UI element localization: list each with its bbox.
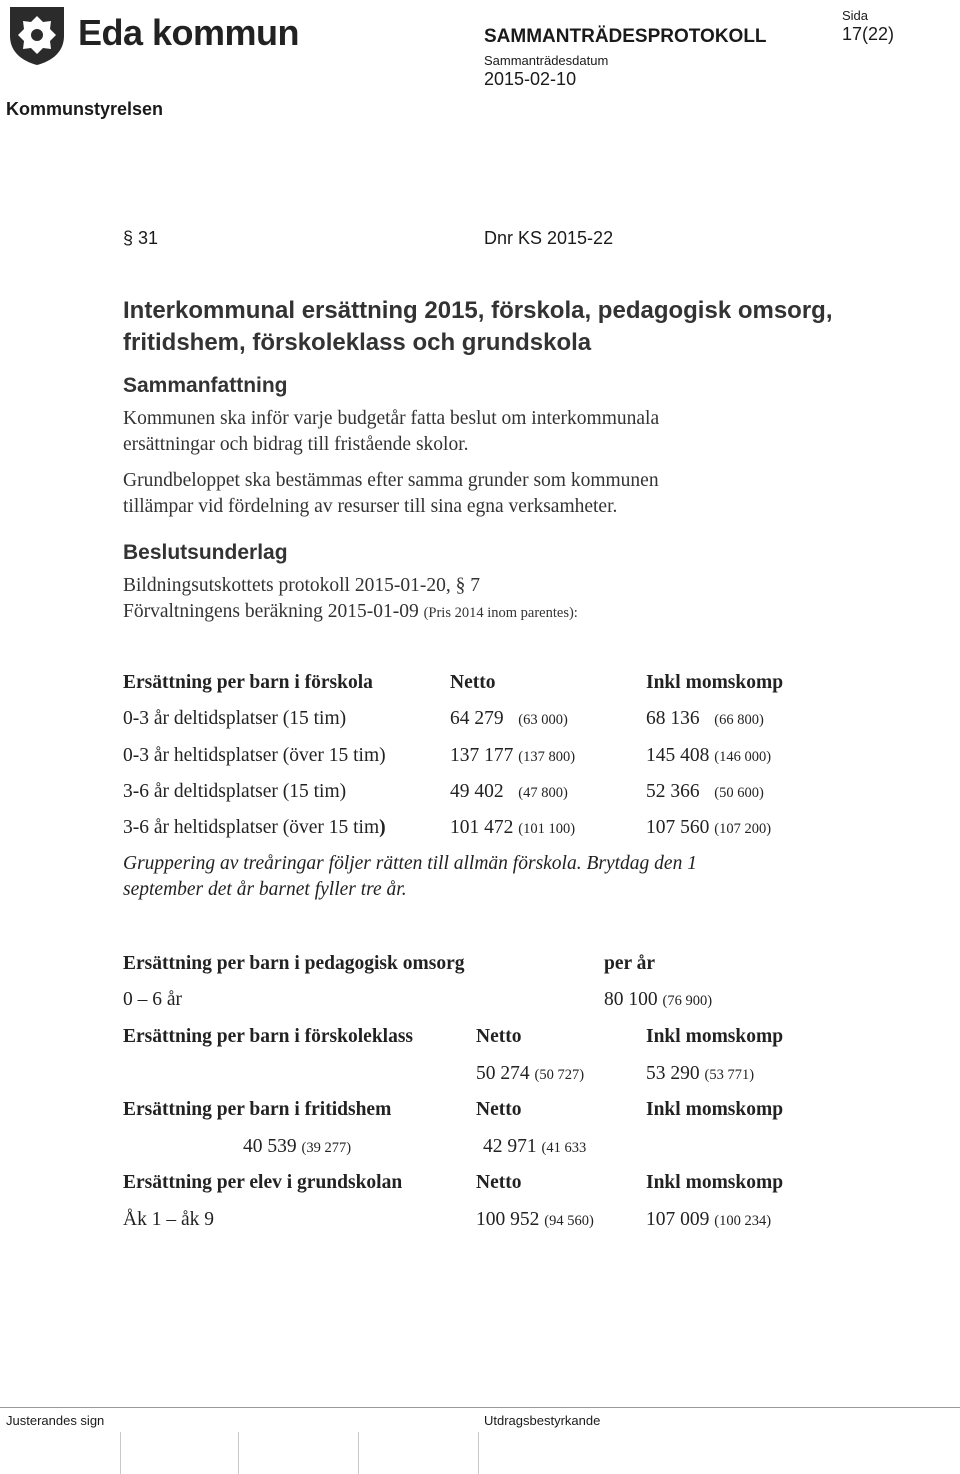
- summary-text-line: ersättningar och bidrag till fristående skolor.: [123, 434, 469, 455]
- table-cell-inkl: [646, 1063, 754, 1085]
- inkl-value: 145 408: [646, 745, 710, 766]
- column-header-netto: Netto: [476, 1172, 522, 1193]
- basis-line: [123, 573, 480, 599]
- org-logo-text: Eda kommun: [78, 12, 300, 53]
- table-cell-inkl: [646, 817, 771, 839]
- page-title: Interkommunal ersättning 2015, förskola, pedagogisk omsorg, fritidshem, förskoleklass och grundskola: [123, 297, 833, 356]
- forskola-note-line: september det år barnet fyller tre år.: [123, 879, 407, 900]
- netto-value: 49 402: [450, 781, 504, 802]
- column-header-netto: Netto: [450, 672, 496, 693]
- column-header-inkl: Inkl momskomp: [646, 1172, 784, 1193]
- table-cell-inkl: [646, 1209, 771, 1231]
- per-year-prev-value: (76 900): [662, 993, 713, 1009]
- inkl-value: 53 290: [646, 1063, 700, 1084]
- inkl-prev-value: (41 633: [541, 1140, 587, 1156]
- inkl-value: 107 560: [646, 817, 710, 838]
- table-cell-inkl: [483, 1136, 586, 1158]
- column-header-inkl: Inkl momskomp: [646, 1026, 784, 1047]
- signature-box-divider: [120, 1432, 121, 1474]
- basis-paragraph-number: 7: [470, 575, 480, 596]
- basis-note: (Pris 2014 inom parentes):: [423, 605, 578, 621]
- basis-line: [123, 599, 578, 626]
- basis-text: Förvaltningens beräkning 2015-01-09: [123, 601, 419, 622]
- netto-value: 100 952: [476, 1209, 540, 1230]
- table-cell-inkl: [646, 745, 771, 767]
- table-row-label: Åk 1 – åk 9: [123, 1209, 214, 1230]
- row-label-end: ): [379, 817, 386, 838]
- column-header-inkl: Inkl momskomp: [646, 672, 784, 693]
- table-cell-inkl: [646, 781, 764, 803]
- paragraph-symbol: §: [123, 228, 134, 248]
- page-number: 17(22): [842, 24, 895, 44]
- section-heading-sammanfattning: Sammanfattning: [123, 374, 288, 397]
- basis-text: Bildningsutskottets protokoll 2015-01-20,: [123, 575, 451, 596]
- table-heading-forskoleklass: Ersättning per barn i förskoleklass: [123, 1026, 414, 1047]
- table-row-label: 0 – 6 år: [123, 989, 183, 1010]
- paragraph-symbol: §: [455, 575, 466, 596]
- inkl-value: 68 136: [646, 708, 700, 729]
- table-heading-grundskola: Ersättning per elev i grundskolan: [123, 1172, 403, 1193]
- table-cell-netto: [450, 817, 575, 839]
- inkl-value: 42 971: [483, 1136, 537, 1157]
- row-label-text: 3-6 år heltidsplatser (över 15 tim: [123, 817, 380, 838]
- table-heading-forskola: Ersättning per barn i förskola: [123, 672, 373, 693]
- table-cell-netto: [476, 1209, 594, 1231]
- netto-value: 40 539: [243, 1136, 297, 1157]
- signature-box-divider: [478, 1432, 479, 1474]
- table-row-label: 0-3 år heltidsplatser (över 15 tim): [123, 745, 386, 766]
- table-heading-pedagogisk: Ersättning per barn i pedagogisk omsorg: [123, 953, 465, 974]
- netto-prev-value: (39 277): [301, 1140, 352, 1156]
- inkl-value: 107 009: [646, 1209, 710, 1230]
- netto-prev-value: (101 100): [518, 821, 576, 837]
- signature-label: Justerandes sign: [6, 1413, 105, 1428]
- column-header-netto: Netto: [476, 1026, 522, 1047]
- column-header-per-year: per år: [604, 953, 656, 974]
- inkl-prev-value: (107 200): [714, 821, 772, 837]
- column-header-inkl: Inkl momskomp: [646, 1099, 784, 1120]
- paragraph-number: [123, 228, 158, 249]
- netto-prev-value: (63 000): [518, 712, 568, 728]
- netto-prev-value: (137 800): [518, 749, 576, 765]
- table-cell-netto: [450, 781, 568, 803]
- footer-divider: [0, 1407, 960, 1408]
- meeting-date: 2015-02-10: [484, 69, 577, 89]
- inkl-prev-value: (146 000): [714, 749, 772, 765]
- table-cell-netto: [450, 708, 568, 730]
- coat-of-arms-logo-icon: [6, 4, 68, 66]
- summary-text-line: Kommunen ska inför varje budgetår fatta beslut om interkommunala: [123, 408, 660, 429]
- netto-value: 50 274: [476, 1063, 530, 1084]
- meeting-date-label: Sammanträdesdatum: [484, 53, 609, 68]
- department-name: Kommunstyrelsen: [6, 99, 164, 119]
- paragraph-number-value: 31: [138, 228, 159, 248]
- inkl-prev-value: (53 771): [704, 1067, 755, 1083]
- summary-text-line: tillämpar vid fördelning av resurser till sina egna verksamheter.: [123, 496, 618, 517]
- extract-certification-label: Utdragsbestyrkande: [484, 1413, 601, 1428]
- netto-prev-value: (50 727): [534, 1067, 585, 1083]
- forskola-note-line: Gruppering av treåringar följer rätten till allmän förskola. Brytdag den 1: [123, 853, 697, 874]
- netto-value: 101 472: [450, 817, 514, 838]
- netto-prev-value: (47 800): [518, 785, 568, 801]
- inkl-prev-value: (100 234): [714, 1213, 772, 1229]
- table-cell-per-year: [604, 989, 712, 1011]
- netto-value: 64 279: [450, 708, 504, 729]
- per-year-value: 80 100: [604, 989, 658, 1010]
- inkl-prev-value: (66 800): [714, 712, 764, 728]
- inkl-prev-value: (50 600): [714, 785, 764, 801]
- page-label: Sida: [842, 8, 869, 23]
- document-type: SAMMANTRÄDESPROTOKOLL: [484, 26, 767, 47]
- column-header-netto: Netto: [476, 1099, 522, 1120]
- netto-value: 137 177: [450, 745, 514, 766]
- signature-box-divider: [238, 1432, 239, 1474]
- summary-text-line: Grundbeloppet ska bestämmas efter samma grunder som kommunen: [123, 470, 659, 491]
- table-row-label: 3-6 år deltidsplatser (15 tim): [123, 781, 347, 802]
- table-cell-inkl: [646, 708, 764, 730]
- table-cell-netto: [476, 1063, 584, 1085]
- table-row-label: [123, 817, 386, 839]
- section-heading-beslutsunderlag: Beslutsunderlag: [123, 541, 288, 564]
- table-cell-netto: [243, 1136, 351, 1158]
- table-row-label: 0-3 år deltidsplatser (15 tim): [123, 708, 347, 729]
- table-heading-fritidshem: Ersättning per barn i fritidshem: [123, 1099, 392, 1120]
- inkl-value: 52 366: [646, 781, 700, 802]
- signature-box-divider: [358, 1432, 359, 1474]
- table-cell-netto: [450, 745, 575, 767]
- diary-number: Dnr KS 2015-22: [484, 228, 614, 248]
- netto-prev-value: (94 560): [544, 1213, 594, 1229]
